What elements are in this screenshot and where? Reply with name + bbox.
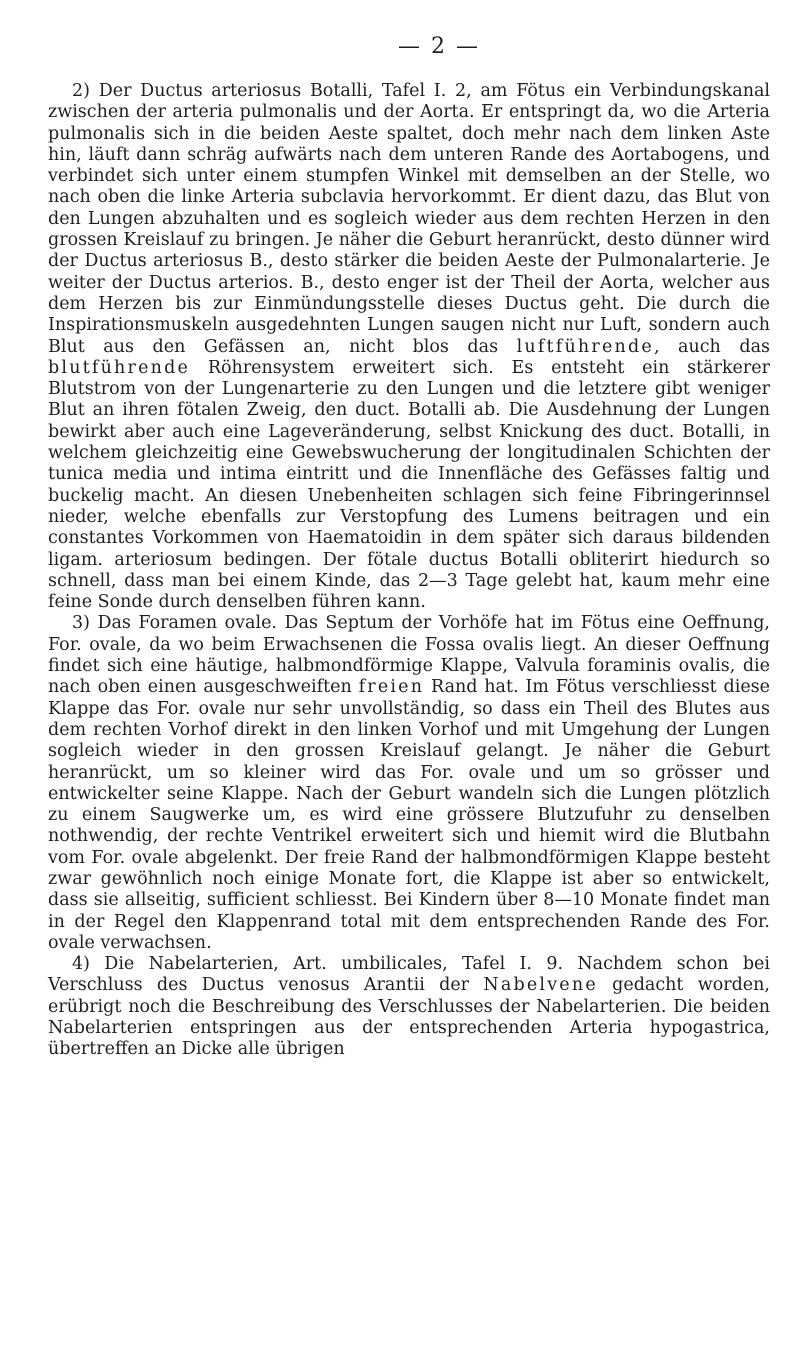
paragraph-foramen-ovale [48, 613, 770, 954]
spaced-term-blutfuehrende: blutführende [48, 357, 191, 378]
spaced-term-nabelvene: Nabelvene [483, 975, 598, 996]
text-run: 2) Der Ductus arteriosus Botalli, Tafel I. 2, am Fötus ein Verbindungskanal zwischen der arteria pulmonalis und der Aorta. Er entspringt da, wo die Arteria pulmonalis sich in die beiden Aeste spaltet, doch mehr nach dem linken Aste hin, läuft dann schräg aufwärts nach dem unteren Rande des Aortabogens, und verbindet sich unter einem stumpfen Winkel mit demselben an der Stelle, wo nach oben die linke Arteria subclavia hervorkommt. Er dient dazu, das Blut von den Lungen abzuhalten und es sogleich wieder aus dem rechten Herzen in den grossen Kreislauf zu bringen. Je näher die Geburt heranrückt, desto dünner wird der Ductus arteriosus B., desto stärker die beiden Aeste der Pulmonalarterie. Je weiter der Ductus arterios. B., desto enger ist der Theil der Aorta, welcher aus dem Herzen bis zur Einmündungsstelle dieses Ductus geht. Die durch die Inspirationsmuskeln ausgedehnten Lungen saugen nicht nur Luft, sondern auch Blut aus den Gefässen an, nicht blos das [48, 81, 770, 357]
text-run: , auch das [653, 336, 770, 357]
text-run: Rand hat. Im Fötus verschliesst diese Klappe das For. ovale nur sehr unvollständig, so dass ein Theil des Blutes aus dem rechten Vorhof direkt in den linken Vorhof und mit Umgehung der Lungen sogleich wieder in den grossen Kreislauf gelangt. Je näher die Geburt heranrückt, um so kleiner wird das For. ovale und um so grösser und entwickelter seine Klappe. Nach der Geburt wandeln sich die Lungen plötzlich zu einem Saugwerke um, es wird eine grössere Blutzufuhr zu denselben nothwendig, der rechte Ventrikel erweitert sich und hiemit wird die Blutbahn vom For. ovale abgelenkt. Der freie Rand der halbmondförmigen Klappe besteht zwar gewöhnlich noch einige Monate fort, die Klappe ist aber so entwickelt, dass sie allseitig, sufficient schliesst. Bei Kindern über 8—10 Monate findet man in der Regel den Klappenrand total mit dem entsprechenden Rande des For. ovale verwachsen. [48, 677, 771, 953]
text-run: 3) Das Foramen ovale. Das Septum der Vorhöfe hat im Fötus eine Oeffnung, For. ovale, da wo beim Erwachsenen die Fossa ovalis liegt. An dieser Oeffnung findet sich eine häutige, halbmondförmige Klappe, Valvula foraminis ovalis, die nach oben einen ausgeschweiften [48, 613, 770, 698]
book-page [48, 34, 770, 1061]
paragraph-ductus-arteriosus [48, 81, 770, 613]
text-run: gedacht worden, erübrigt noch die Beschreibung des Verschlusses der Nabelarterien. Die beiden Nabelarterien entspringen aus der entsprechenden Arteria hypogastrica, übertreffen an Dicke alle übrigen [48, 975, 770, 1060]
page-number: — 2 — [398, 34, 480, 59]
paragraph-nabelarterien [48, 954, 770, 1060]
text-run: 4) Die Nabelarterien, Art. umbilicales, Tafel I. 9. Nachdem schon bei Verschluss des Ductus venosus Arantii der [48, 954, 770, 996]
text-run: Röhrensystem erweitert sich. Es entsteht ein stärkerer Blutstrom von der Lungenarterie zu den Lungen und die letztere gibt weniger Blut an ihren fötalen Zweig, den duct. Botalli ab. Die Ausdehnung der Lungen bewirkt aber auch eine Lageveränderung, selbst Knickung des duct. Botalli, in welchem gleichzeitig eine Gewebswucherung der longitudinalen Schichten der tunica media und intima eintritt und die Innenfläche des Gefässes faltig und buckelig macht. An diesen Unebenheiten schlagen sich feine Fibringerinnsel nieder, welche ebenfalls zur Verstopfung des Lumens beitragen und ein constantes Vorkommen von Haematoidin in dem später sich daraus bildenden ligam. arteriosum bedingen. Der fötale ductus Botalli obliterirt hiedurch so schnell, dass man bei einem Kinde, das 2—3 Tage gelebt hat, kaum mehr eine feine Sonde durch denselben führen kann. [48, 357, 770, 613]
spaced-term-freien: freien [358, 677, 425, 698]
spaced-term-luftfuehrende: luftführende [516, 336, 654, 357]
